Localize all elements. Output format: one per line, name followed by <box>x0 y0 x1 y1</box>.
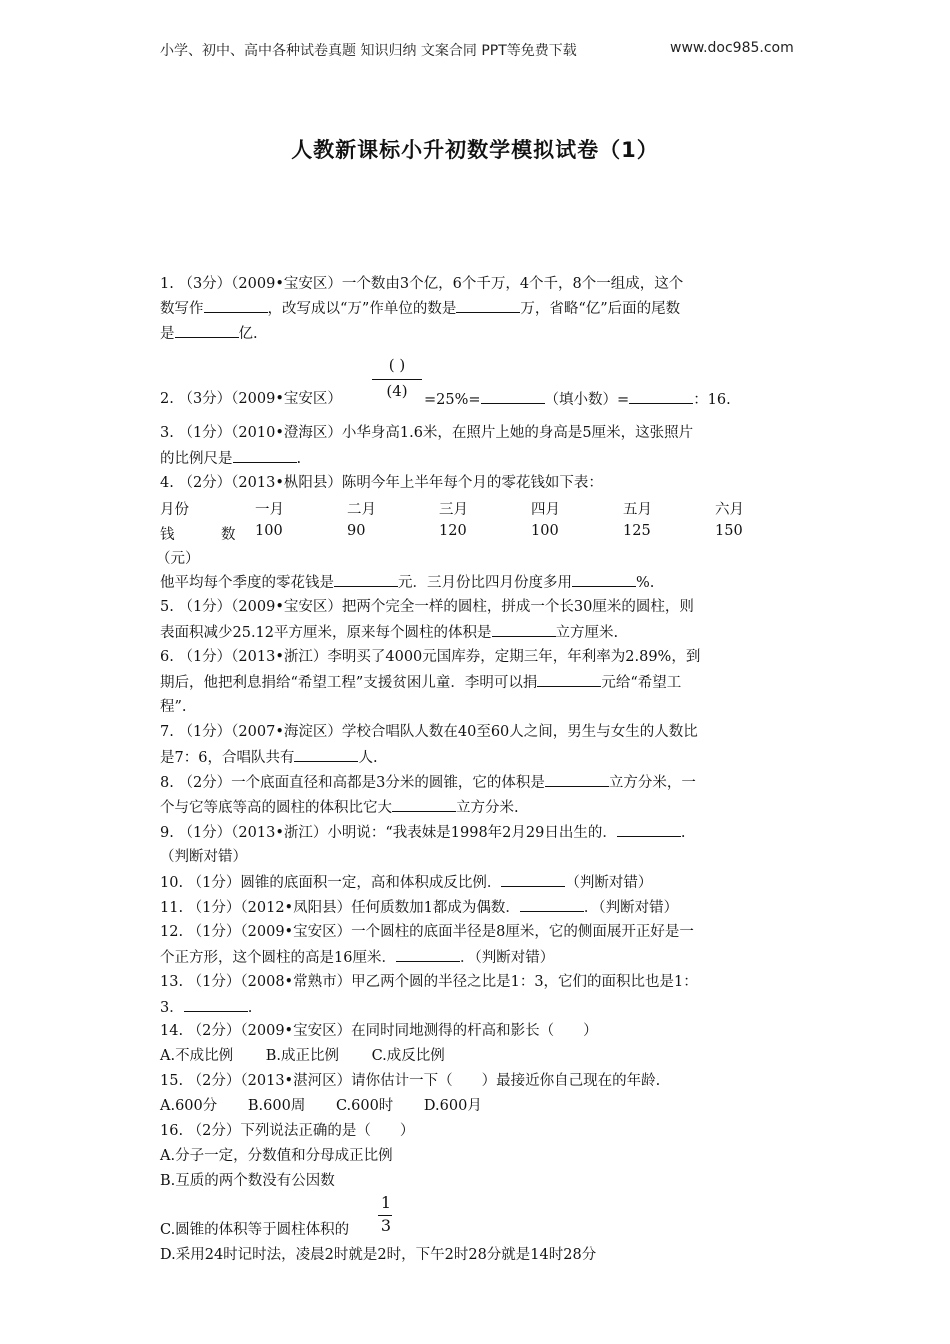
header-text: 小学、初中、高中各种试卷真题 知识归纳 文案合同 PPT等免费下载 <box>160 43 577 59</box>
answer-blank[interactable] <box>184 997 248 1012</box>
fraction-bar <box>372 379 422 380</box>
answer-blank[interactable] <box>537 672 601 687</box>
q12-line-2: 个正方形，这个圆柱的高是16厘米． ．（判断对错） <box>160 947 554 968</box>
q2-line: =25%= （填小数）= ：16. <box>424 389 731 410</box>
q7-line-1: 7. （1分）（2007•海淀区）学校合唱队人数在40至60人之间，男生与女生的人数比 <box>160 724 698 740</box>
answer-blank[interactable] <box>492 622 556 637</box>
q5-line-2: 表面积减少25.12平方厘米，原来每个圆柱的体积是 立方厘米. <box>160 622 618 643</box>
option-c[interactable]: C.圆锥的体积等于圆柱体积的 <box>160 1222 350 1238</box>
option-d[interactable]: D.600月 <box>423 1098 482 1114</box>
answer-blank[interactable] <box>175 323 239 338</box>
table-header-cell: 二月 <box>347 502 376 518</box>
answer-blank[interactable] <box>233 448 297 463</box>
q16-line-1: 16. （2分）下列说法正确的是（ ） <box>160 1123 415 1139</box>
q13-line-2: 3． . <box>160 997 252 1018</box>
q1-line-3: 是 亿. <box>160 323 258 344</box>
answer-blank[interactable] <box>204 298 268 313</box>
option-d[interactable]: D.采用24时记时法，凌晨2时就是2时，下午2时28分就是14时28分 <box>160 1247 597 1263</box>
answer-blank[interactable] <box>392 797 456 812</box>
table-header-cell: 三月 <box>439 502 468 518</box>
q2-lead: 2. （3分）（2009•宝安区） <box>160 391 342 407</box>
answer-blank[interactable] <box>572 572 636 587</box>
table-row-label: 数 <box>221 527 236 543</box>
q4-line-1: 4. （2分）（2013•枞阳县）陈明今年上半年每个月的零花钱如下表： <box>160 475 603 491</box>
q15-options <box>160 1096 482 1116</box>
answer-blank[interactable] <box>481 389 545 404</box>
answer-blank[interactable] <box>456 298 520 313</box>
table-header-cell: 一月 <box>255 502 284 518</box>
q9-line-1: 9. （1分）（2013•浙江）小明说：“我表妹是1998年2月29日出生的． . <box>160 822 685 843</box>
table-cell: 125 <box>623 523 651 539</box>
option-a[interactable]: A.分子一定，分数值和分母成正比例 <box>160 1148 393 1164</box>
table-header-cell: 五月 <box>623 502 652 518</box>
q14-options <box>160 1046 445 1066</box>
q4-line-2: 他平均每个季度的零花钱是 元．三月份比四月份度多用 %. <box>160 572 654 593</box>
q1-line-1: 1. （3分）（2009•宝安区）一个数由3个亿，6个千万，4个千，8个一组成，这个 <box>160 276 684 292</box>
page-title: 人教新课标小升初数学模拟试卷（1） <box>291 138 659 162</box>
answer-blank[interactable] <box>617 822 681 837</box>
q5-line-1: 5. （1分）（2009•宝安区）把两个完全一样的圆柱，拼成一个长30厘米的圆柱，则 <box>160 599 694 615</box>
q7-line-2: 是7：6，合唱队共有 人. <box>160 747 378 768</box>
q10-line: 10. （1分）圆锥的底面积一定，高和体积成反比例． （判断对错） <box>160 872 652 893</box>
q9-line-2: （判断对错） <box>160 849 247 865</box>
answer-blank[interactable] <box>334 572 398 587</box>
table-header-cell: 四月 <box>531 502 560 518</box>
q12-line-1: 12. （1分）（2009•宝安区）一个圆柱的底面半径是8厘米，它的侧面展开正好是一 <box>160 924 694 940</box>
table-header-cell: 月份 <box>160 502 189 518</box>
table-cell: 150 <box>715 523 743 539</box>
q14-line-1: 14. （2分）（2009•宝安区）在同时同地测得的杆高和影长（ ） <box>160 1023 598 1039</box>
table-row-label: 钱 <box>160 527 175 543</box>
table-cell: 100 <box>531 523 559 539</box>
answer-blank[interactable] <box>501 872 565 887</box>
q13-line-1: 13. （1分）（2008•常熟市）甲乙两个圆的半径之比是1：3，它们的面积比也是1： <box>160 974 698 990</box>
answer-blank[interactable] <box>545 772 609 787</box>
fraction-denominator: 3 <box>380 1216 392 1235</box>
fraction-denominator: (4) <box>386 382 408 400</box>
option-a[interactable]: A.600分 <box>160 1098 218 1114</box>
q11-line: 11. （1分）（2012•凤阳县）任何质数加1都成为偶数． ．（判断对错） <box>160 897 678 918</box>
table-cell: 90 <box>347 523 366 539</box>
fraction-numerator: 1 <box>380 1193 392 1212</box>
option-b[interactable]: B.600周 <box>247 1098 306 1114</box>
header-url[interactable]: www.doc985.com <box>670 40 794 56</box>
table-cell: 120 <box>439 523 467 539</box>
table-header-cell: 六月 <box>715 502 744 518</box>
q6-line-2: 期后，他把利息捐给“希望工程”支援贫困儿童．李明可以捐 元给“希望工 <box>160 672 681 693</box>
answer-blank[interactable] <box>520 897 584 912</box>
option-b[interactable]: B.互质的两个数没有公因数 <box>160 1173 335 1189</box>
q8-line-1: 8. （2分）一个底面直径和高都是3分米的圆锥，它的体积是 立方分米，一 <box>160 772 696 793</box>
q3-line-2: 的比例尺是 . <box>160 448 301 469</box>
q6-line-1: 6. （1分）（2013•浙江）李明买了4000元国库券，定期三年，年利率为2.89%，到 <box>160 649 701 665</box>
fraction-numerator: ( ) <box>388 356 406 374</box>
q6-line-3: 程”. <box>160 699 187 715</box>
option-a[interactable]: A.不成比例 <box>160 1048 234 1064</box>
q1-line-2: 数写作 ，改写成以“万”作单位的数是 万，省略“亿”后面的尾数 <box>160 298 680 319</box>
answer-blank[interactable] <box>396 947 460 962</box>
option-c[interactable]: C.成反比例 <box>371 1048 445 1064</box>
table-row-unit: （元） <box>156 551 200 567</box>
option-b[interactable]: B.成正比例 <box>265 1048 339 1064</box>
answer-blank[interactable] <box>294 747 358 762</box>
q8-line-2: 个与它等底等高的圆柱的体积比它大 立方分米. <box>160 797 519 818</box>
answer-blank[interactable] <box>629 389 693 404</box>
q3-line-1: 3. （1分）（2010•澄海区）小华身高1.6米，在照片上她的身高是5厘米，这张照片 <box>160 425 694 441</box>
table-cell: 100 <box>255 523 283 539</box>
q15-line-1: 15. （2分）（2013•湛河区）请你估计一下（ ）最接近你自己现在的年龄. <box>160 1073 661 1089</box>
option-c[interactable]: C.600时 <box>335 1098 394 1114</box>
page-header <box>160 40 794 60</box>
